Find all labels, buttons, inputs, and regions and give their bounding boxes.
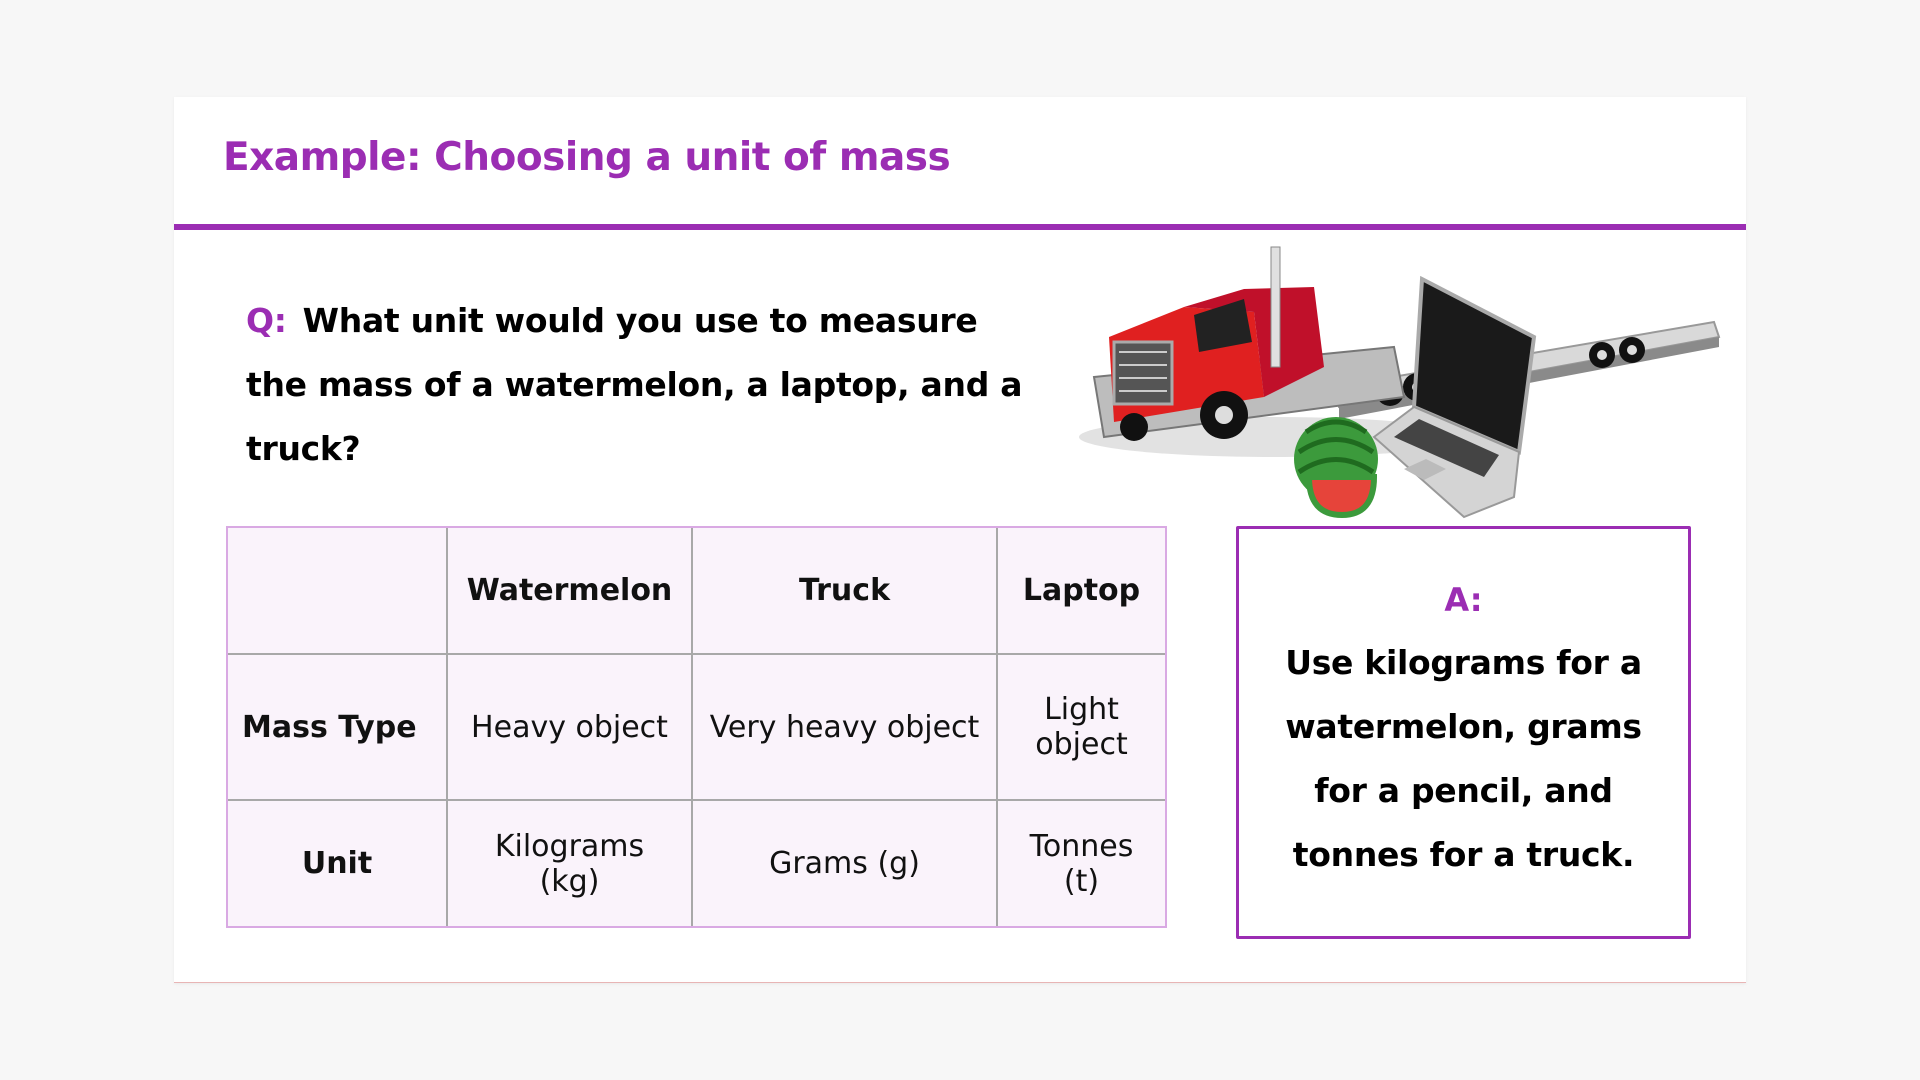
table-header-cell xyxy=(228,528,447,654)
question-text: What unit would you use to measure the mass of a watermelon, a laptop, and a truck? xyxy=(246,301,1023,468)
mass-table xyxy=(226,526,1167,928)
row-label: Mass Type xyxy=(228,654,447,800)
table-cell: Tonnes (t) xyxy=(997,800,1165,926)
table-cell: Light object xyxy=(997,654,1165,800)
watermelon-icon xyxy=(1294,417,1378,515)
question xyxy=(246,289,1046,481)
slide xyxy=(174,97,1746,983)
table-row xyxy=(228,800,1165,926)
title-divider xyxy=(174,224,1746,230)
table-cell: Very heavy object xyxy=(692,654,997,800)
table-cell: Grams (g) xyxy=(692,800,997,926)
table-header-cell: Laptop xyxy=(997,528,1165,654)
answer-box xyxy=(1236,526,1691,939)
table-header-cell: Watermelon xyxy=(447,528,692,654)
table-cell: Kilograms (kg) xyxy=(447,800,692,926)
table-header-row xyxy=(228,528,1165,654)
answer-text: Use kilograms for a watermelon, grams for a pencil, and tonnes for a truck. xyxy=(1285,643,1642,874)
table-row xyxy=(228,654,1165,800)
question-label: Q: xyxy=(246,301,287,340)
table-cell: Heavy object xyxy=(447,654,692,800)
table-header-cell: Truck xyxy=(692,528,997,654)
page-title: Example: Choosing a unit of mass xyxy=(223,135,951,180)
answer-label: A: xyxy=(1444,581,1483,619)
row-label: Unit xyxy=(228,800,447,926)
